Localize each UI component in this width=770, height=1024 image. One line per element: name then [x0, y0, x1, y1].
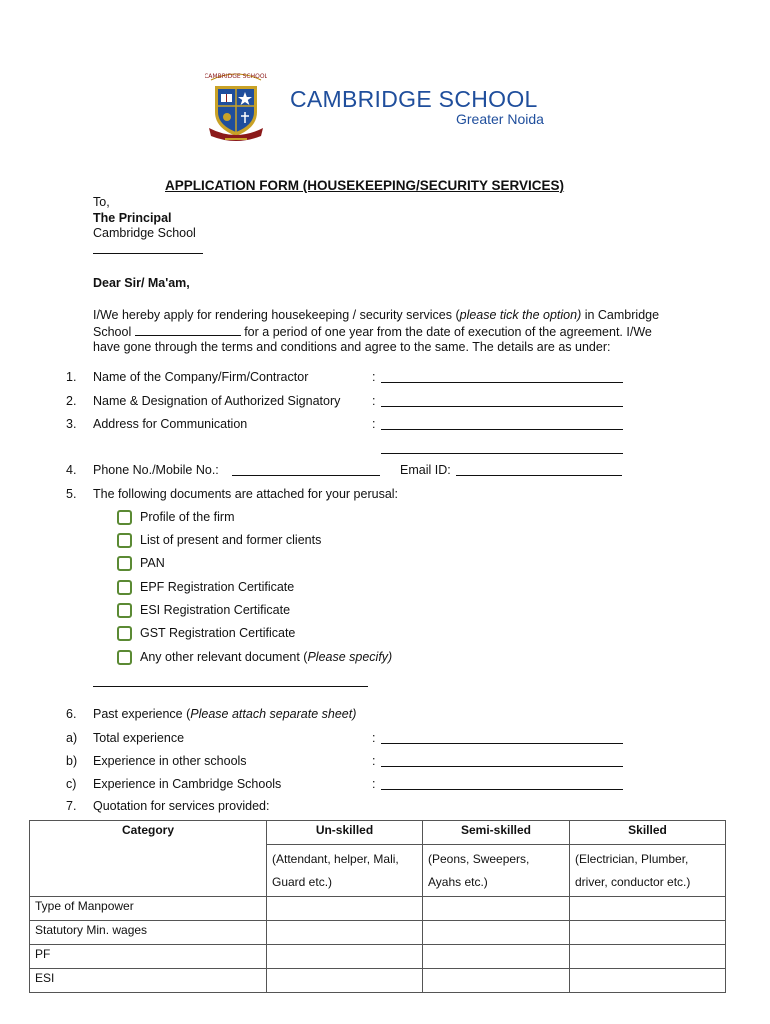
item-4-number: 4. [66, 463, 77, 477]
intro-text-1a: I/We hereby apply for rendering housekeeping / security services ( [93, 308, 460, 322]
semiskilled-desc-1: (Peons, Sweepers, [423, 845, 570, 874]
school-city: Greater Noida [456, 111, 544, 127]
intro-text-2b: for a period of one year from the date of execution of the agreement. I/We [244, 325, 652, 339]
doc-pan-label: PAN [140, 556, 165, 570]
wages-skilled-cell[interactable] [570, 921, 726, 945]
item-6-number: 6. [66, 707, 77, 721]
doc-epf-label: EPF Registration Certificate [140, 580, 295, 594]
row-esi-label: ESI [30, 969, 267, 993]
item-5-number: 5. [66, 487, 77, 501]
school-crest-icon [205, 66, 267, 146]
other-document-field[interactable] [93, 686, 368, 687]
table-row [30, 969, 726, 993]
row-wages-label: Statutory Min. wages [30, 921, 267, 945]
doc-gst-label: GST Registration Certificate [140, 626, 296, 640]
table-row [30, 897, 726, 921]
exp-other-colon: : [372, 754, 376, 768]
address-principal: The Principal [93, 211, 172, 225]
company-name-field[interactable] [381, 382, 623, 383]
other-schools-experience-field[interactable] [381, 766, 623, 767]
item-1-label: Name of the Company/Firm/Contractor [93, 370, 309, 384]
manpower-semiskilled-cell[interactable] [423, 897, 570, 921]
cambridge-experience-field[interactable] [381, 789, 623, 790]
phone-label: Phone No./Mobile No.: [93, 463, 219, 477]
unskilled-desc-2: Guard etc.) [267, 873, 423, 897]
school-location-blank[interactable] [135, 324, 241, 336]
item-3-label: Address for Communication [93, 417, 248, 431]
address-school: Cambridge School [93, 226, 196, 240]
item-3-number: 3. [66, 417, 77, 431]
doc-other-italic: Please specify) [307, 650, 393, 664]
exp-a-number: a) [66, 731, 78, 745]
doc-other-label [140, 650, 392, 664]
doc-profile-checkbox[interactable] [117, 510, 132, 525]
skilled-desc-2: driver, conductor etc.) [570, 873, 726, 897]
manpower-unskilled-cell[interactable] [267, 897, 423, 921]
item-1-number: 1. [66, 370, 77, 384]
experience-label [93, 707, 356, 721]
esi-skilled-cell[interactable] [570, 969, 726, 993]
doc-epf-checkbox[interactable] [117, 580, 132, 595]
skilled-desc-1: (Electrician, Plumber, [570, 845, 726, 874]
doc-profile-label: Profile of the firm [140, 510, 235, 524]
email-field[interactable] [456, 475, 622, 476]
item-2-number: 2. [66, 394, 77, 408]
intro-text-1b: in Cambridge [581, 308, 660, 322]
row-manpower-label: Type of Manpower [30, 897, 267, 921]
header-skilled: Skilled [570, 821, 726, 845]
exp-other-label: Experience in other schools [93, 754, 247, 768]
item-2-label: Name & Designation of Authorized Signatory [93, 394, 341, 408]
experience-italic: Please attach separate sheet) [190, 707, 357, 721]
intro-line-2 [93, 324, 652, 339]
intro-text-1-italic: please tick the option) [459, 308, 582, 322]
intro-text-2a: School [93, 325, 132, 339]
esi-unskilled-cell[interactable] [267, 969, 423, 993]
manpower-skilled-cell[interactable] [570, 897, 726, 921]
crest-text: CAMBRIDGE SCHOOL [205, 73, 267, 80]
item-2-colon: : [372, 394, 376, 408]
doc-clients-checkbox[interactable] [117, 533, 132, 548]
quotation-label: Quotation for services provided: [93, 799, 270, 813]
experience-text: Past experience ( [93, 707, 191, 721]
item-7-number: 7. [66, 799, 77, 813]
unskilled-desc-1: (Attendant, helper, Mali, [267, 845, 423, 874]
doc-pan-checkbox[interactable] [117, 556, 132, 571]
row-pf-label: PF [30, 945, 267, 969]
table-row [30, 921, 726, 945]
item-1-colon: : [372, 370, 376, 384]
table-row [30, 945, 726, 969]
pf-semiskilled-cell[interactable] [423, 945, 570, 969]
address-location-blank[interactable] [93, 253, 203, 254]
doc-clients-label: List of present and former clients [140, 533, 322, 547]
exp-c-number: c) [66, 777, 77, 791]
intro-line-1 [93, 308, 659, 322]
address-field-1[interactable] [381, 429, 623, 430]
exp-total-label: Total experience [93, 731, 185, 745]
doc-other-checkbox[interactable] [117, 650, 132, 665]
address-field-2[interactable] [381, 453, 623, 454]
phone-field[interactable] [232, 475, 380, 476]
esi-semiskilled-cell[interactable] [423, 969, 570, 993]
form-title: APPLICATION FORM (HOUSEKEEPING/SECURITY SERVICES) [165, 178, 565, 193]
table-header-row [30, 821, 726, 845]
signatory-field[interactable] [381, 406, 623, 407]
address-to: To, [93, 195, 110, 209]
school-crest [205, 66, 267, 146]
doc-esi-checkbox[interactable] [117, 603, 132, 618]
exp-total-colon: : [372, 731, 376, 745]
doc-other-text: Any other relevant document ( [140, 650, 308, 664]
salutation: Dear Sir/ Ma'am, [93, 276, 190, 290]
doc-gst-checkbox[interactable] [117, 626, 132, 641]
pf-skilled-cell[interactable] [570, 945, 726, 969]
total-experience-field[interactable] [381, 743, 623, 744]
header-unskilled: Un-skilled [267, 821, 423, 845]
exp-cambridge-label: Experience in Cambridge Schools [93, 777, 282, 791]
exp-cambridge-colon: : [372, 777, 376, 791]
intro-line-3: have gone through the terms and conditions and agree to the same. The details are as under: [93, 340, 611, 354]
item-3-colon: : [372, 417, 376, 431]
wages-semiskilled-cell[interactable] [423, 921, 570, 945]
semiskilled-desc-2: Ayahs etc.) [423, 873, 570, 897]
exp-b-number: b) [66, 754, 78, 768]
email-label: Email ID: [400, 463, 451, 477]
header-category: Category [30, 821, 267, 897]
documents-label: The following documents are attached for your perusal: [93, 487, 399, 501]
header-semiskilled: Semi-skilled [423, 821, 570, 845]
doc-esi-label: ESI Registration Certificate [140, 603, 291, 617]
wages-unskilled-cell[interactable] [267, 921, 423, 945]
quotation-table [29, 820, 726, 993]
school-name: CAMBRIDGE SCHOOL [290, 86, 538, 112]
pf-unskilled-cell[interactable] [267, 945, 423, 969]
